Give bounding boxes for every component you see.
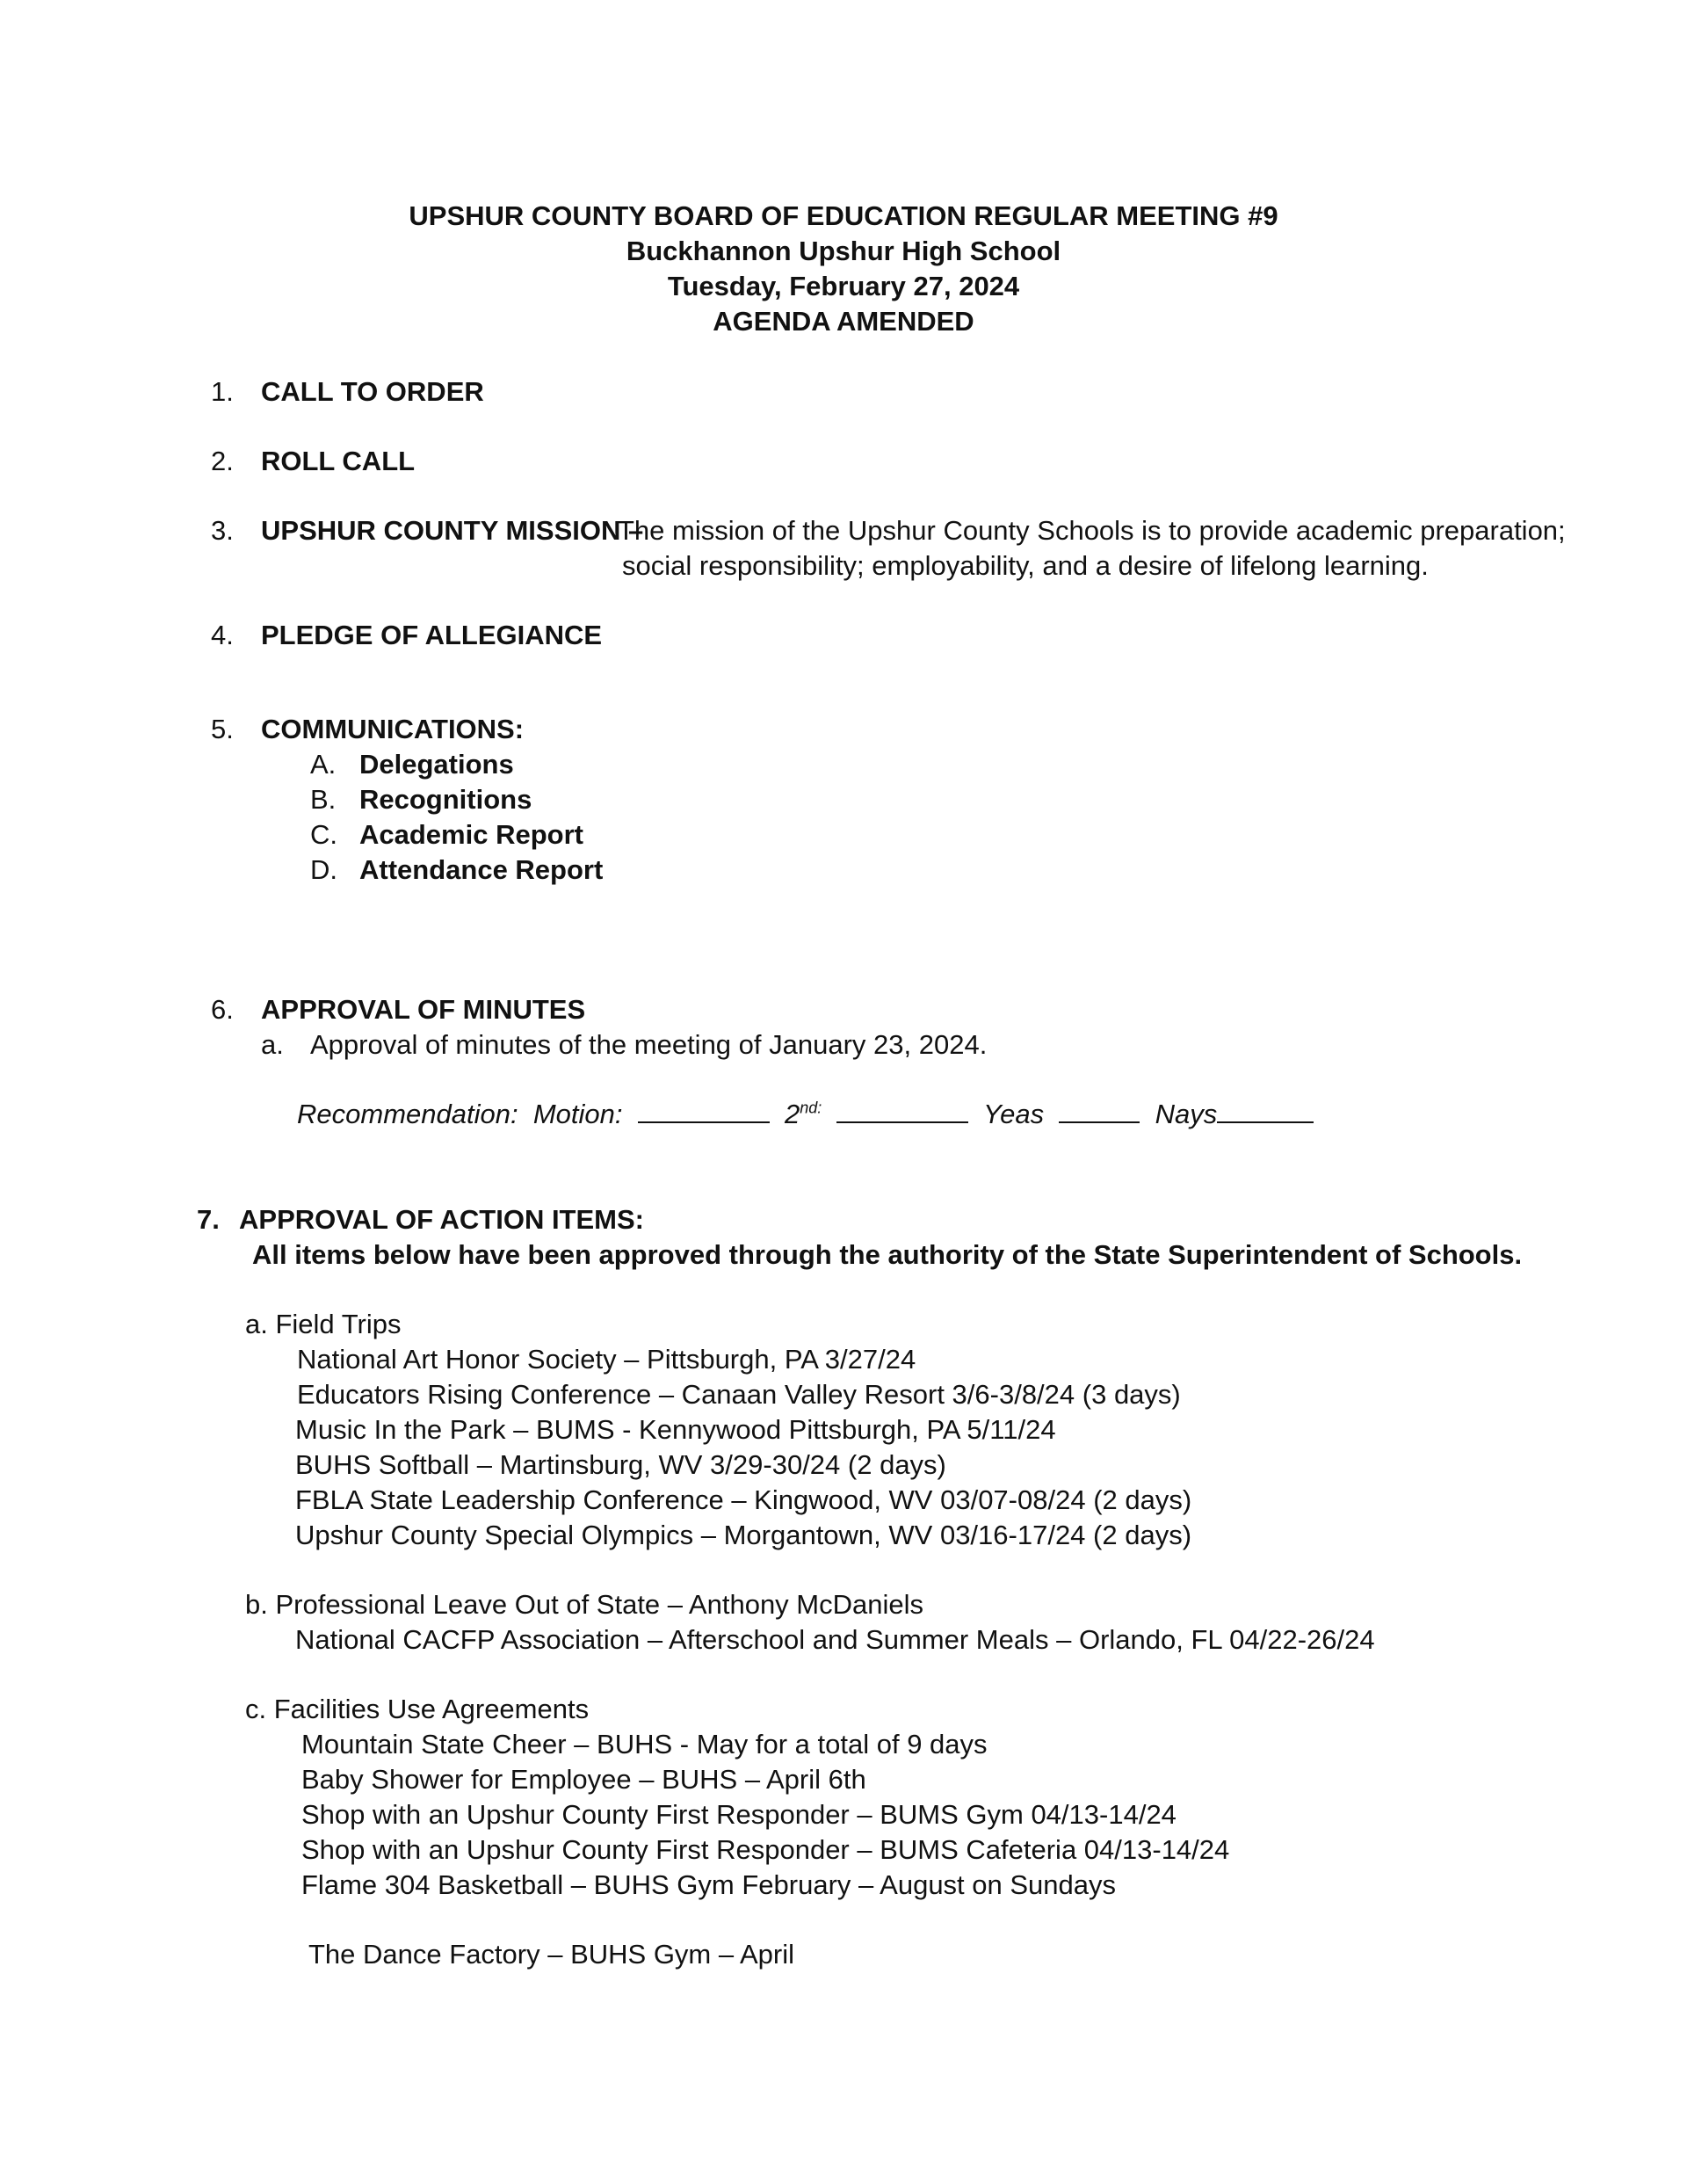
field-trips-heading: a. Field Trips	[245, 1309, 402, 1339]
communications-sub-letter: A.	[310, 749, 337, 780]
communications-sub-letter: B.	[310, 784, 337, 815]
field-trip-entry: BUHS Softball – Martinsburg, WV 3/29-30/24 (2 days)	[295, 1449, 946, 1480]
second-label: $2^{nd:}$	[784, 1099, 822, 1129]
facilities-heading: c. Facilities Use Agreements	[245, 1694, 590, 1724]
facilities-entry: Mountain State Cheer – BUHS - May for a total of 9 days	[301, 1729, 988, 1760]
item-5-title: COMMUNICATIONS:	[261, 714, 525, 744]
second-blank	[836, 1099, 968, 1123]
item-4-title: PLEDGE OF ALLEGIANCE	[261, 620, 603, 650]
field-trip-entry: Upshur County Special Olympics – Morgantown, WV 03/16-17/24 (2 days)	[295, 1520, 1192, 1550]
minutes-approval-text: Approval of minutes of the meeting of January 23, 2024.	[310, 1029, 988, 1060]
facilities-entry: Shop with an Upshur County First Responder – BUMS Cafeteria 04/13-14/24	[301, 1834, 1230, 1865]
item-2-title: ROLL CALL	[261, 446, 416, 476]
item-7-title: APPROVAL OF ACTION ITEMS:	[239, 1204, 644, 1235]
item-5-number: 5.	[211, 714, 234, 744]
mission-text-line-1: The mission of the Upshur County Schools is to provide academic preparation;	[618, 515, 1566, 546]
communications-sub-letter: C.	[310, 819, 337, 850]
item-1-title: CALL TO ORDER	[261, 376, 484, 407]
minutes-sub-letter: a.	[261, 1029, 284, 1060]
professional-leave-entry: National CACFP Association – Afterschool and Summer Meals – Orlando, FL 04/22-26/24	[295, 1624, 1375, 1655]
motion-blank	[638, 1099, 770, 1123]
motion-label: Motion:	[532, 1099, 623, 1129]
facilities-entry: Flame 304 Basketball – BUHS Gym February – August on Sundays	[301, 1869, 1117, 1900]
action-items-note: All items below have been approved through the authority of the State Superintendent of Schools.	[252, 1239, 1523, 1270]
item-6-number: 6.	[211, 994, 234, 1025]
facilities-entry: The Dance Factory – BUHS Gym – April	[308, 1939, 795, 1970]
header-title: UPSHUR COUNTY BOARD OF EDUCATION REGULAR MEETING #9	[409, 200, 1278, 231]
recommendation-label: Recommendation:	[297, 1099, 518, 1129]
field-trip-entry: FBLA State Leadership Conference – Kingwood, WV 03/07-08/24 (2 days)	[295, 1484, 1192, 1515]
facilities-entry: Shop with an Upshur County First Responder – BUMS Gym 04/13-14/24	[301, 1799, 1177, 1830]
field-trip-entry: Educators Rising Conference – Canaan Valley Resort 3/6-3/8/24 (3 days)	[297, 1379, 1181, 1410]
yeas-label: Yeas	[983, 1099, 1045, 1129]
nays-label: Nays	[1155, 1099, 1218, 1129]
communications-recognitions: Recognitions	[359, 784, 532, 815]
field-trip-entry: National Art Honor Society – Pittsburgh, PA 3/27/24	[297, 1344, 916, 1375]
facilities-entry: Baby Shower for Employee – BUHS – April 6th	[301, 1764, 866, 1795]
communications-academic-report: Academic Report	[359, 819, 583, 850]
header-status: AGENDA AMENDED	[713, 306, 974, 337]
item-7-number: 7.	[197, 1204, 220, 1235]
nays-blank	[1217, 1099, 1314, 1123]
header-date: Tuesday, February 27, 2024	[667, 271, 1020, 301]
item-3-number: 3.	[211, 515, 234, 546]
item-1-number: 1.	[211, 376, 234, 407]
item-4-number: 4.	[211, 620, 234, 650]
header-school: Buckhannon Upshur High School	[626, 236, 1061, 266]
communications-sub-letter: D.	[310, 854, 337, 885]
item-2-number: 2.	[211, 446, 234, 476]
yeas-blank	[1059, 1099, 1140, 1123]
item-6-title: APPROVAL OF MINUTES	[261, 994, 586, 1025]
field-trip-entry: Music In the Park – BUMS - Kennywood Pittsburgh, PA 5/11/24	[295, 1414, 1056, 1445]
communications-delegations: Delegations	[359, 749, 514, 780]
recommendation-line	[297, 1097, 1314, 1132]
item-3-title: UPSHUR COUNTY MISSION –	[261, 515, 644, 546]
mission-text-line-2: social responsibility; employability, and a desire of lifelong learning.	[622, 550, 1429, 581]
communications-attendance-report: Attendance Report	[359, 854, 604, 885]
professional-leave-heading: b. Professional Leave Out of State – Anthony McDaniels	[245, 1589, 924, 1620]
